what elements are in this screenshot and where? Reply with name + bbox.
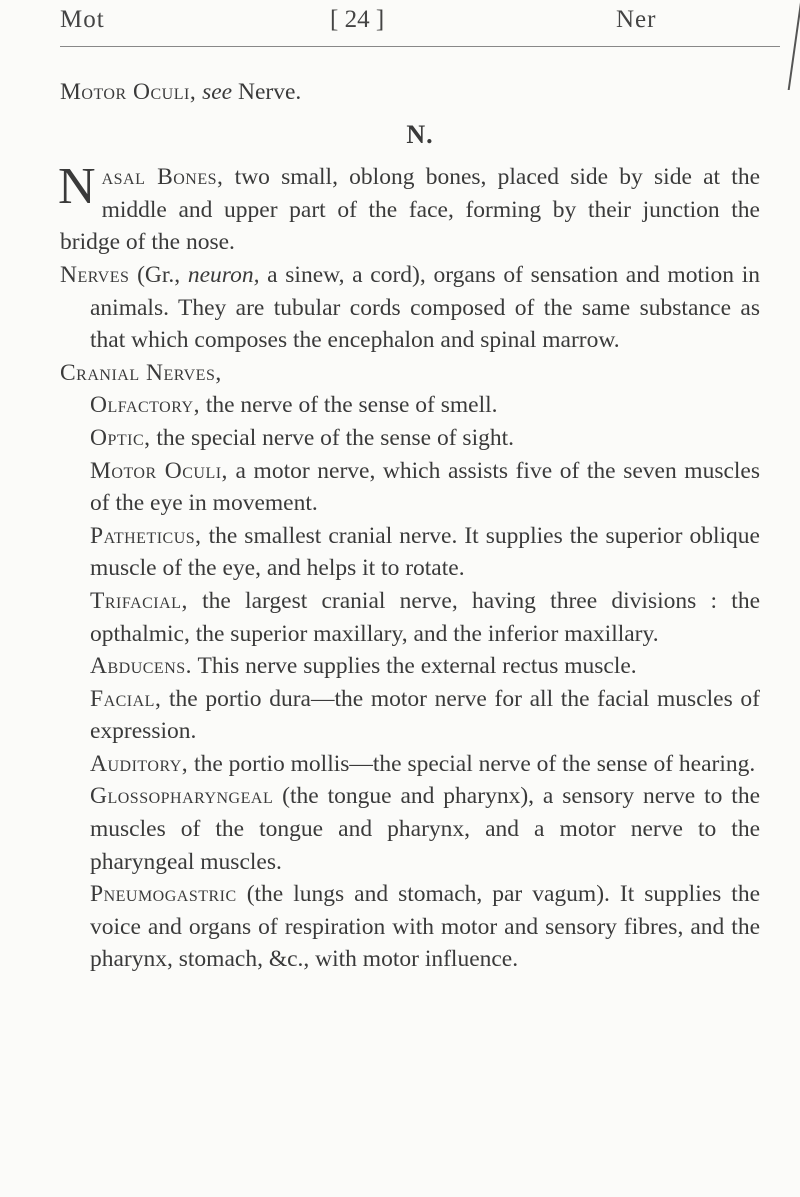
subentry-definition: the special nerve of the sense of sight. [156, 424, 515, 451]
subentry-facial [60, 683, 760, 748]
entry-nerves [60, 259, 760, 357]
entry-motor-oculi-reference [60, 76, 760, 109]
subentry-abducens [60, 650, 760, 683]
subentry-definition: the smallest cranial nerve. It supplies the superior oblique muscle of the eye, and helps it to rotate. [90, 522, 760, 582]
subentry-term: Abducens. [90, 653, 193, 680]
header-left-guideword: Mot [60, 6, 105, 33]
subentry-trifacial [60, 585, 760, 650]
subentry-optic [60, 422, 760, 455]
entry-term: Nerves [60, 261, 130, 288]
subentry-definition: the portio mollis—the special nerve of the sense of hearing. [194, 750, 756, 777]
entry-term: asal Bones, [101, 164, 224, 191]
subentry-term: Patheticus, [90, 522, 202, 549]
subentry-auditory [60, 748, 760, 781]
subentry-term: Glossopharyngeal [90, 783, 274, 810]
cross-reference-target: Nerve. [237, 79, 302, 105]
subentry-glossopharyngeal [60, 780, 760, 878]
running-header [60, 2, 760, 42]
entry-cranial-nerves [60, 357, 760, 390]
subentry-definition: (the lungs and stomach, par vagum). It supplies the voice and organs of respiration with motor and sensory fibres, and the pharynx, stomach, &c., with motor influence. [90, 881, 760, 973]
header-rule [60, 46, 780, 47]
page-edge-mark [774, 0, 800, 90]
subentry-motor-oculi [60, 455, 760, 520]
subentry-definition: the portio dura—the motor nerve for all the facial muscles of expression. [90, 685, 760, 745]
subentry-olfactory [60, 389, 760, 422]
greek-word: neuron, [187, 261, 260, 288]
entry-term: Cranial Nerves, [60, 359, 222, 386]
subentry-term: Motor Oculi, [90, 457, 228, 484]
section-letter-heading: N. [406, 119, 434, 149]
subentry-definition: a motor nerve, which assists five of the seven muscles of the eye in movement. [90, 457, 760, 517]
subentry-definition: This nerve supplies the external rectus muscle. [197, 653, 637, 680]
entry-nasal-bones [58, 158, 761, 259]
entry-definition: a sinew, a cord), organs of sensation and motion in animals. They are tubular cords composed of the same substance as that which composes the encephalon and spinal marrow. [90, 261, 760, 354]
subentry-term: Trifacial, [90, 587, 188, 614]
subentry-term: Pneumogastric [90, 881, 237, 908]
etymology-prefix: (Gr., [137, 261, 181, 288]
page-number: [ 24 ] [330, 6, 385, 33]
subentry-term: Facial, [90, 685, 162, 712]
entry-term: Motor Oculi, [60, 79, 197, 105]
header-right-guideword: Ner [616, 6, 657, 33]
cross-reference-see: see [202, 79, 233, 105]
drop-capital: N [58, 158, 96, 216]
subentry-term: Olfactory, [90, 392, 200, 419]
entry-definition: two small, oblong bones, placed side by side at the middle and upper part of the face, forming by their junction the bridge of the nose. [60, 164, 761, 256]
page-body [60, 76, 760, 976]
subentry-definition: the largest cranial nerve, having three divisions : the opthalmic, the superior maxillary, and the inferior maxillary. [90, 587, 761, 647]
subentry-patheticus [60, 520, 760, 585]
subentry-definition: (the tongue and pharynx), a sensory nerve to the muscles of the tongue and pharynx, and a motor nerve to the pharyngeal muscles. [90, 783, 760, 875]
subentry-term: Auditory, [90, 750, 189, 777]
subentry-definition: the nerve of the sense of smell. [205, 392, 498, 419]
subentry-term: Optic, [90, 424, 151, 451]
subentry-pneumogastric [60, 878, 760, 976]
